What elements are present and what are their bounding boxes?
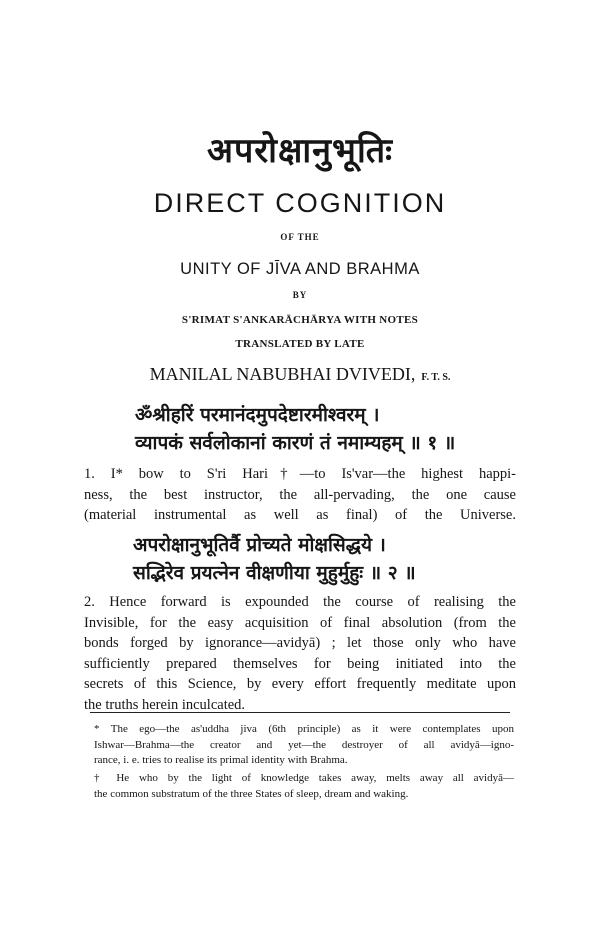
footnote-divider	[90, 712, 510, 713]
paragraph-line: the truths herein inculcated.	[84, 696, 246, 713]
paragraph-1	[84, 464, 516, 526]
footnote-2	[94, 771, 514, 802]
footnote-line: Ishwar—Brahma—the creator and yet—the destroyer of all avidyā—igno-	[94, 738, 514, 751]
paragraph-line: 1. I* bow to S'ri Hari†—to Is'var—the highest happi-	[84, 466, 516, 482]
footnote-line: † He who by the light of knowledge takes away, melts away all avidyā—	[94, 772, 514, 784]
paragraph-line: secrets of this Science, by every effort frequently meditate upon	[84, 676, 516, 693]
verse-1-line-1: ॐश्रीहरिं परमानंदमुपदेष्टारमीश्वरम् ।	[135, 404, 380, 426]
verse-2-line-2: सद्भिरेव प्रयत्नेन वीक्षणीया मुहुर्मुहुः ॥ २ ॥	[133, 562, 416, 584]
paragraph-2	[84, 592, 516, 716]
footnote-line: * The ego—the as'uddha jiva (6th principle) as it were contemplates upon	[94, 723, 514, 735]
verse-1-line-2: व्यापकं सर्वलोकानां कारणं तं नमाम्यहम् ॥ १ ॥	[135, 432, 456, 454]
footnote-line: the common substratum of the three States of sleep, dream and waking.	[94, 787, 409, 800]
page-title: DIRECT COGNITION	[153, 188, 447, 218]
paragraph-line: ness, the best instructor, the all-pervading, the one cause	[84, 486, 516, 503]
translated-by-line: TRANSLATED BY LATE	[235, 338, 365, 350]
translator-suffix: F. T. S.	[421, 372, 451, 383]
paragraph-line: 2. Hence forward is expounded the course of realising the	[84, 594, 516, 610]
paragraph-line: sufficiently prepared themselves for being initiated into the	[84, 655, 516, 672]
author-line: S'RIMAT S'ANKARĀCHĀRYA WITH NOTES	[181, 314, 419, 326]
footnote-line: rance, i. e. tries to realise its primal identity with Brahma.	[94, 754, 348, 766]
subtitle: UNITY OF JĪVA AND BRAHMA	[180, 260, 420, 278]
title-connector-of-the: OF THE	[280, 232, 320, 242]
paragraph-line: bonds forged by ignorance—avidyā) ; let those only who have	[84, 635, 516, 652]
verse-2-line-1: अपरोक्षानुभूतिर्वै प्रोच्यते मोक्षसिद्धये ।	[133, 534, 386, 556]
translator-name: MANILAL NABUBHAI DVIVEDI,	[149, 364, 416, 384]
title-connector-by: BY	[292, 290, 308, 300]
paragraph-line: (material instrumental as well as final) of the Universe.	[84, 507, 516, 524]
footnote-1	[94, 722, 514, 769]
paragraph-line: Invisible, for the easy acquisition of final absolution (from the	[84, 614, 516, 631]
translator-line	[0, 364, 600, 385]
sanskrit-title: अपरोक्षानुभूतिः	[206, 131, 393, 171]
